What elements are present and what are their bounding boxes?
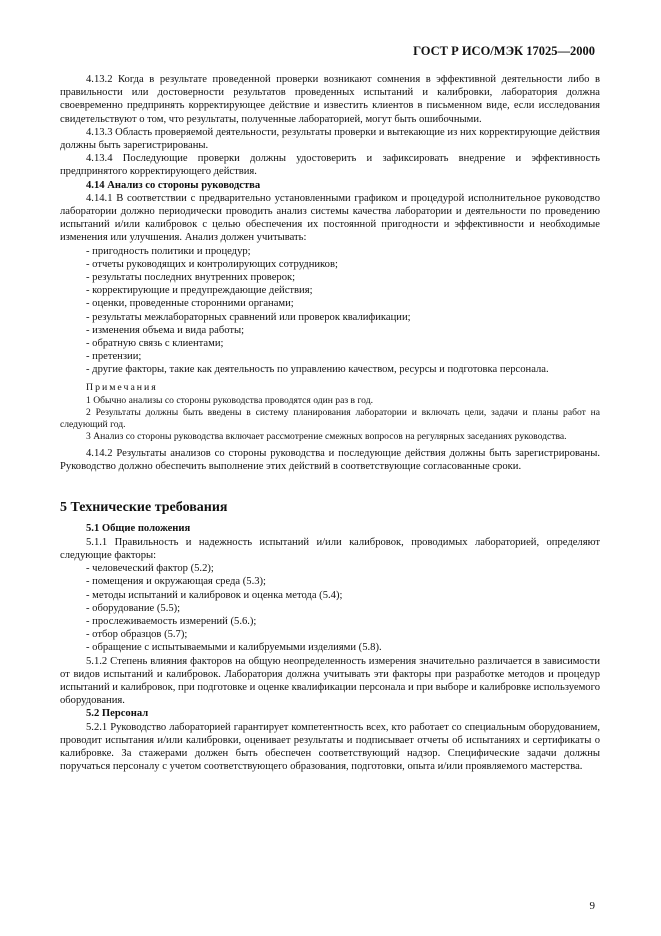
notes-heading: Примечания — [86, 381, 158, 393]
page-body — [60, 73, 600, 773]
list-item: - претензии; — [86, 351, 142, 363]
list-item: - оценки, проведенные сторонними органами; — [86, 298, 294, 310]
list-item: - методы испытаний и калибровок и оценка метода (5.4); — [86, 589, 343, 601]
clause-4-13-4: 4.13.4 Последующие проверки должны удостоверить и зафиксировать внедрение и эффективность предпринятого корректирующего действия. — [60, 153, 600, 178]
list-item: - помещения и окружающая среда (5.3); — [86, 576, 267, 588]
section-title-5: 5 Технические требования — [60, 500, 228, 516]
list-item: - изменения объема и вида работы; — [86, 324, 245, 336]
list-item: - обращение с испытываемыми и калибруемыми изделиями (5.8). — [86, 642, 382, 654]
list-item: - результаты последних внутренних проверок; — [86, 272, 296, 284]
clause-4-13-2: 4.13.2 Когда в результате проведенной проверки возникают сомнения в эффективной деятельности либо в правильности или достоверности результатов проведенных испытаний и калибровки, лаборатория должна своевременно предпринять корректирующее действие и известить клиентов в письменном виде, если исследования свидетельствуют о том, что результаты, полученные лабораторией, могут быть ошибочными. — [60, 74, 600, 125]
note-item: 2 Результаты должны быть введены в систему планирования лаборатории и включать цели, задачи и планы работ на следующий год. — [60, 406, 600, 430]
list-item: - отчеты руководящих и контролирующих сотрудников; — [86, 258, 338, 270]
clause-5-1-1: 5.1.1 Правильность и надежность испытаний и/или калибровок, проводимых лабораторией, определяют следующие факторы: — [60, 536, 600, 561]
list-item: - пригодность политики и процедур; — [86, 245, 251, 257]
subsection-title-4-14: 4.14 Анализ со стороны руководства — [86, 179, 261, 191]
list-item: - прослеживаемость измерений (5.6.); — [86, 615, 257, 627]
document-header: ГОСТ Р ИСО/МЭК 17025—2000 — [413, 44, 595, 58]
clause-5-2-1: 5.2.1 Руководство лабораторией гарантирует компетентность всех, кто работает со специальным оборудованием, проводит испытания и/или калибровки, оценивает результаты и подписывает отчеты об испытаниях и сертификаты о калибровке. За стажерами должен быть обеспечен соответствующий надзор. Специфические задачи должны поручаться персоналу с учетом соответствующего образования, подготовки, опыта и/или проявляемого мастерства. — [60, 721, 600, 773]
list-item: - отбор образцов (5.7); — [86, 629, 188, 641]
list-item: - другие факторы, такие как деятельность по управлению качеством, ресурсы и подготовка персонала. — [86, 364, 549, 376]
note-item: 1 Обычно анализы со стороны руководства проводятся один раз в год. — [86, 394, 373, 406]
list-item: - результаты межлабораторных сравнений или проверок квалификации; — [86, 311, 411, 323]
subsection-title-5-2: 5.2 Персонал — [86, 708, 149, 720]
review-factors-list — [60, 245, 600, 377]
clause-4-14-1: 4.14.1 В соответствии с предварительно установленными графиком и процедурой исполнительное руководство лаборатории должно периодически проводить анализ системы качества лаборатории и деятельности по проведению испытаний и/или калибровок с целью обеспечения их постоянной пригодности и эффективности и необходимые изменения или улучшения. Анализ должен учитывать: — [60, 192, 600, 244]
page-number: 9 — [589, 900, 595, 912]
list-item: - корректирующие и предупреждающие действия; — [86, 285, 313, 297]
list-item: - оборудование (5.5); — [86, 602, 181, 614]
list-item: - обратную связь с клиентами; — [86, 338, 224, 350]
subsection-title-5-1: 5.1 Общие положения — [86, 523, 191, 535]
quality-factors-list — [60, 562, 600, 654]
note-item: 3 Анализ со стороны руководства включает рассмотрение смежных вопросов на регулярных заседаниях руководства. — [86, 430, 567, 442]
list-item: - человеческий фактор (5.2); — [86, 563, 214, 575]
clause-4-13-3: 4.13.3 Область проверяемой деятельности, результаты проверки и вытекающие из них корректирующие действия должны быть зарегистрированы. — [60, 126, 600, 152]
clause-5-1-2: 5.1.2 Степень влияния факторов на общую неопределенность измерения значительно различается в зависимости от видов испытаний и калибровок. Лаборатория должна учитывать эти факторы при разработке методов и процедур испытаний и калибровок, при подготовке и оценке квалификации персонала и при выборе и калибровке используемого оборудования. — [60, 655, 600, 707]
clause-4-14-2: 4.14.2 Результаты анализов со стороны руководства и последующие действия должны быть зарегистрированы. Руководство должно обеспечить выполнение этих действий в соответствующие согласованные сроки. — [60, 447, 600, 473]
